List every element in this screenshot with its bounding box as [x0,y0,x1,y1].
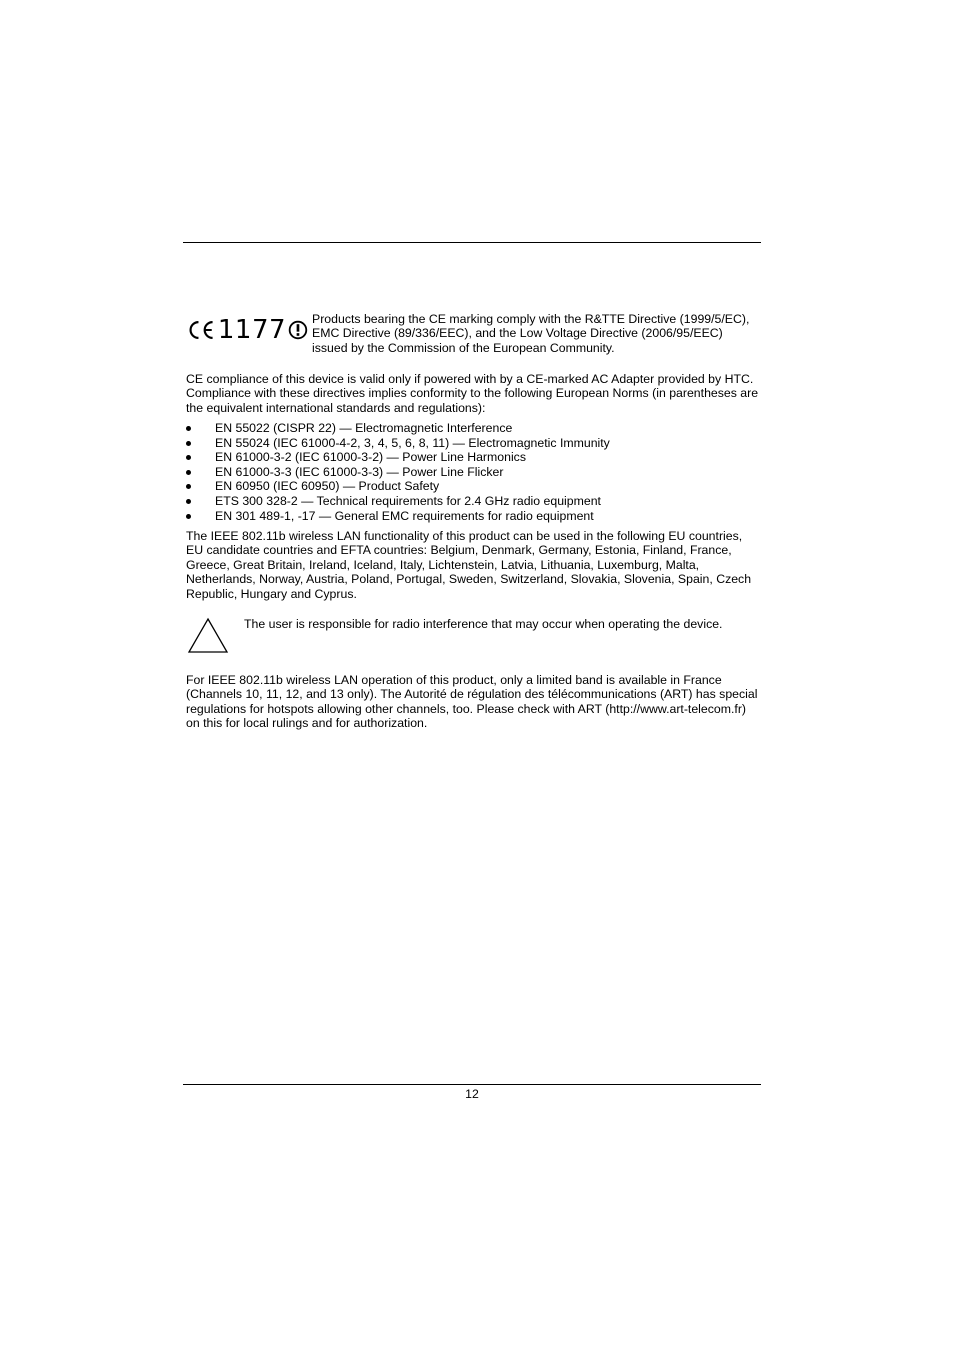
bullet-icon [186,455,191,460]
bullet-icon [186,499,191,504]
eu-countries-paragraph: The IEEE 802.11b wireless LAN functionality of this product can be used in the following EU countries, EU candidate countries and EFTA countries: Belgium, Denmark, Germany, Estonia, Finland, France, Greece, Great Britain, Ireland, Iceland, Italy, Lichtenstein, Latvia, Lithuania, Luxemburg, Malta, Netherlands, Norway, Austria, Poland, Portugal, Sweden, Switzerland, Slovakia, Slovenia, Spain, Czech Republic, Hungary and Cyprus. [186,529,752,601]
compliance-paragraph: CE compliance of this device is valid only if powered with by a CE-marked AC Adapter provided by HTC. Compliance with these directives implies conformity to the following European Norms (in parentheses are the equivalent international standards and regulations): [186,372,759,415]
list-item: EN 301 489-1, -17 — General EMC requirements for radio equipment [186,509,610,524]
list-item: EN 61000-3-2 (IEC 61000-3-2) — Power Line Harmonics [186,450,610,465]
footer-rule [183,1084,761,1085]
bullet-icon [186,484,191,489]
warning-text: The user is responsible for radio interference that may occur when operating the device. [244,617,723,631]
header-rule [183,242,761,243]
list-item: EN 61000-3-3 (IEC 61000-3-3) — Power Line Flicker [186,465,610,480]
page-number: 12 [465,1087,479,1101]
bullet-icon [186,441,191,446]
list-item: EN 60950 (IEC 60950) — Product Safety [186,479,610,494]
warning-triangle-icon [187,617,229,655]
list-item: ETS 300 328-2 — Technical requirements for 2.4 GHz radio equipment [186,494,610,509]
list-item: EN 55022 (CISPR 22) — Electromagnetic Interference [186,421,610,436]
ce-marking-description: Products bearing the CE marking comply with the R&TTE Directive (1999/5/EC), EMC Directive (89/336/EEC), and the Low Voltage Directive (2006/95/EEC) issued by the Commission of the European Community. [312,312,750,355]
european-norms-list [186,421,610,523]
france-paragraph: For IEEE 802.11b wireless LAN operation of this product, only a limited band is available in France (Channels 10, 11, 12, and 13 only). The Autorité de régulation des télécommunications (ART) has special regulations for hotspots allowing other channels, too. Please check with ART (http://www.art-telecom.fr) on this for local rulings and for authorization. [186,673,758,731]
notified-body-number: 1177 [217,315,287,345]
ce-marking-logo [186,313,308,347]
list-item: EN 55024 (IEC 61000-4-2, 3, 4, 5, 6, 8, 11) — Electromagnetic Immunity [186,436,610,451]
bullet-icon [186,470,191,475]
alert-circle-icon [288,318,308,342]
ce-mark-icon [186,317,216,343]
bullet-icon [186,514,191,519]
bullet-icon [186,426,191,431]
